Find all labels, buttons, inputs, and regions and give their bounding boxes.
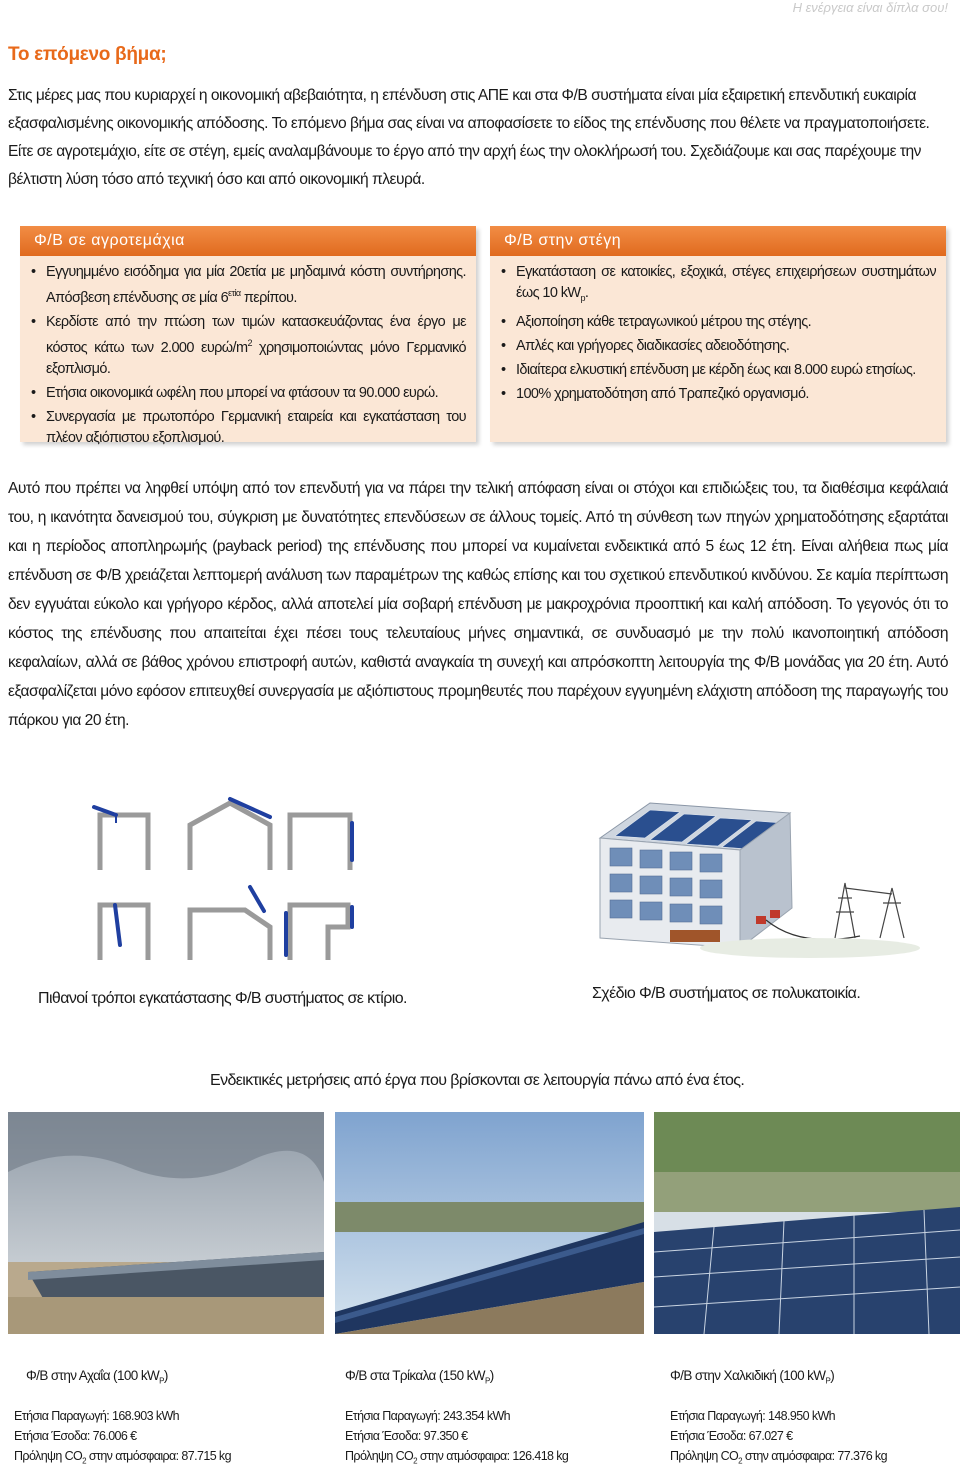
co2-prevention: Πρόληψη $CO_2$ στην ατμόσφαιρα: 87.715 kg — [14, 1448, 231, 1466]
list-item — [46, 312, 466, 380]
co2-prevention: Πρόληψη $CO_2$ στην ατμόσφαιρα: 77.376 kg — [670, 1448, 887, 1466]
list-item-text: περίπου. — [240, 289, 297, 306]
list-item: • Συνεργασία με πρωτοπόρο Γερμανική εταιρεία και εγκατάσταση του πλέον αξιόπιστου εξοπλισμού. — [46, 407, 466, 449]
mounting-caption: Πιθανοί τρόποι εγκατάστασης Φ/Β συστήματος σε κτίριο. — [38, 990, 407, 1007]
list-item: • Ετήσια οικονομικά ωφέλη που μπορεί να φτάσουν τα 90.000 ευρώ. — [46, 383, 466, 404]
project-chalkidiki — [670, 1368, 960, 1471]
roof-pv-box-title: Φ/Β στην στέγη — [490, 226, 946, 256]
roof-pv-box — [490, 226, 946, 442]
annual-production: Ετήσια Παραγωγή: 148.950 kWh — [670, 1408, 836, 1423]
list-item-text: χρησιμοποιώντας μόνο Γερμανικό εξοπλισμό. — [46, 339, 466, 377]
superscript: ετία — [228, 288, 241, 298]
page-title: Το επόμενο βήμα; — [8, 44, 167, 65]
list-item-text: Κερδίστε από την πτώση των τιμών κατασκευάζοντας ένα έργο με κόστος κάτω των 2.000 ευρώ/m — [46, 313, 466, 356]
list-item-text: Εγγυημμένο εισόδημα για μία 20ετία με μηδαμινά κόστη συντήρησης. Απόσβεση επένδυσης σε μία 6 — [46, 264, 466, 306]
annual-income: Ετήσια Έσοδα: 67.027 € — [670, 1428, 793, 1443]
chalkidiki-pv-park-photo — [654, 1112, 960, 1334]
intro-paragraph: Στις μέρες μας που κυριαρχεί η οικονομική αβεβαιότητα, η επένδυση στις ΑΠΕ και στα Φ/Β συστήματα είναι μία εξαιρετική επενδυτική ευκαιρία εξασφαλισμένης οικονομικής απόδοσης. Το επόμενο βήμα σας είναι να αποφασίσετε το είδος της επένδυσης που θέλετε να πραγματοποιήσετε. Είτε σε αγροτεμάχιο, είτε σε στέγη, εμείς αναλαμβάνουμε το έργο από την αρχή έως την ολοκλήρωσή του. Σχεδιάζουμε και σας παρέχουμε την βέλτιστη λύση τόσο από τεχνική όσο και από οικονομική πλευρά. — [8, 87, 930, 188]
list-item — [516, 262, 936, 309]
list-item — [46, 262, 466, 309]
mounting-options-diagram — [80, 795, 380, 965]
annual-income: Ετήσια Έσοδα: 97.350 € — [345, 1428, 468, 1443]
subscript: p — [580, 292, 585, 303]
achaia-pv-park-photo — [8, 1112, 324, 1334]
superscript: 2 — [247, 337, 252, 348]
body-paragraph: Αυτό που πρέπει να ληφθεί υπόψη από τον επενδυτή για να πάρει την τελική απόφαση είναι οι στόχοι και επιδιώξεις του, τα διαθέσιμα κεφάλαιά του, η ικανότητα δανεισμού του, σύγκριση με δυνατότητες επενδύσεων σε άλλους τομείς. Από τη σύνθεση των πηγών χρηματοδότησης εξαρτάται και η περίοδος αποπληρωμής (payback period) της επένδυσης που μπορεί να κυμαίνεται ενδεικτικά από 5 έως 12 έτη. Είναι αλήθεια πως μία επένδυση σε Φ/Β χρειάζεται λεπτομερή ανάλυση των παραμέτρων της καθώς επίσης και του σχετικού επενδυτικού κινδύνου. Σε καμία περίπτωση δεν εγγυάται εύκολο και γρήγορο κέρδος, αλλά αποτελεί μία σοβαρή επένδυση με μακροχρόνια προοπτική και καλή απόδοση. Το γεγονός ότι το κόστος της επένδυσης που απαιτείται έχει πέσει τους τελευταίους μήνες σημαντικά, σε συνδυασμό με την πολύ ικανοποιητική απόδοση κεφαλαίων, αλλά σε βάθος χρόνου επιστροφή αυτών, καθιστά αναγκαία τη συνεχή και απρόσκοπτη λειτουργία της Φ/Β μονάδας για 20 έτη. Αυτό εξασφαλίζεται μόνο εφόσον επιτευχθεί συνεργασία με αξιόπιστους προμηθευτές που παρέχουν εγγυημένη ελάχιστη απόδοση της παραγωγής του πάρκου για 20 έτη. — [8, 480, 948, 729]
land-pv-box — [20, 226, 476, 446]
trikala-pv-park-photo — [335, 1112, 644, 1334]
project-title: Φ/Β στην Αχαΐα (100 $kW_P$) — [26, 1368, 168, 1386]
list-item: • Ιδιαίτερα ελκυστική επένδυση με κέρδη έως και 8.000 ευρώ ετησίως. — [516, 360, 936, 381]
list-item: • Απλές και γρήγορες διαδικασίες αδειοδότησης. — [516, 336, 936, 357]
list-item-text: . — [584, 285, 589, 301]
list-item: • Αξιοποίηση κάθε τετραγωνικού μέτρου της στέγης. — [516, 312, 936, 333]
land-pv-box-title: Φ/Β σε αγροτεμάχια — [20, 226, 476, 256]
list-item: • 100% χρηματοδότηση από Τραπεζικό οργανισμό. — [516, 384, 936, 405]
project-title: Φ/Β στα Τρίκαλα (150 $kW_P$) — [345, 1368, 494, 1386]
measurements-caption: Ενδεικτικές μετρήσεις από έργα που βρίσκονται σε λειτουργία πάνω από ένα έτος. — [210, 1072, 745, 1089]
building-pv-illustration — [560, 788, 920, 963]
list-item-text: Εγκατάσταση σε κατοικίες, εξοχικά, στέγες επιχειρήσεων συστημάτων έως 10 kW — [516, 264, 936, 301]
roof-pv-list — [490, 262, 946, 405]
co2-prevention: Πρόληψη $CO_2$ στην ατμόσφαιρα: 126.418 kg — [345, 1448, 569, 1466]
project-trikala — [345, 1368, 645, 1471]
project-achaia — [14, 1368, 314, 1471]
annual-production: Ετήσια Παραγωγή: 243.354 kWh — [345, 1408, 511, 1423]
annual-income: Ετήσια Έσοδα: 76.006 € — [14, 1428, 137, 1443]
header-slogan: Η ενέργεια είναι δίπλα σου! — [792, 0, 948, 15]
annual-production: Ετήσια Παραγωγή: 168.903 kWh — [14, 1408, 180, 1423]
building-caption: Σχέδιο Φ/Β συστήματος σε πολυκατοικία. — [592, 985, 861, 1002]
land-pv-list — [20, 262, 476, 449]
project-title: Φ/Β στην Χαλκιδική (100 $kW_P$) — [670, 1368, 835, 1386]
